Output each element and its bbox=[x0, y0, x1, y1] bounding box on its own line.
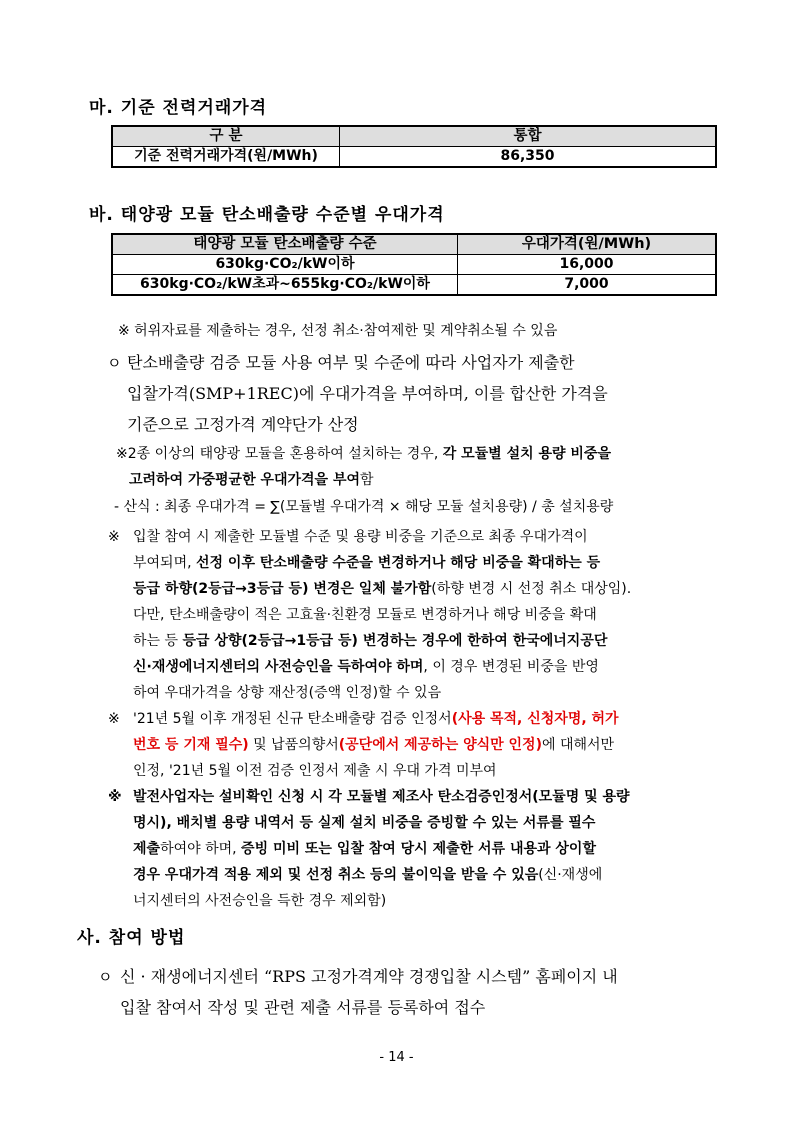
note-gen-line: 발전사업자는 설비확인 신청 시 각 모듈별 제조사 탄소검증인정서(모듈명 및 용량 bbox=[133, 789, 630, 805]
note-mix-line bbox=[116, 441, 611, 468]
note-bid-line: 입찰 참여 시 제출한 모듈별 수준 및 용량 비중을 기준으로 최종 우대가격이 bbox=[133, 529, 588, 545]
table-row bbox=[112, 147, 716, 168]
table-header-row bbox=[112, 234, 716, 255]
page-number: - 14 - bbox=[379, 1050, 414, 1065]
table-header-cell: 통합 bbox=[340, 126, 717, 147]
note-text: 및 납품의향서 bbox=[248, 737, 339, 753]
note-mark: ※ bbox=[108, 789, 122, 805]
note-text: , 이 경우 변경된 비중을 반영 bbox=[423, 659, 599, 675]
note-text: 부여되며, bbox=[133, 555, 196, 571]
preference-price-table bbox=[111, 233, 717, 296]
formula-line: - 산식 : 최종 우대가격 = ∑(모듈별 우대가격 × 해당 모듈 설치용량) / 총 설치용량 bbox=[114, 499, 614, 515]
table-cell: 630kg·CO₂/kW초과~655kg·CO₂/kW이하 bbox=[112, 275, 458, 296]
bullet-line: 입찰 참여서 작성 및 관련 제출 서류를 등록하여 접수 bbox=[120, 998, 486, 1017]
note-bold-text: 등급 상향(2등급→1등급 등) 변경하는 경우에 한하여 한국에너지공단 bbox=[182, 633, 608, 649]
section-heading-ma: 마. 기준 전력거래가격 bbox=[89, 98, 268, 118]
note-bold-text: 각 모듈별 설치 용량 비중을 bbox=[442, 446, 611, 462]
note-bold-text: 등급 하향(2등급→3등급 등) 변경은 일체 불가함 bbox=[133, 581, 432, 597]
bullet-line: 입찰가격(SMP+1REC)에 우대가격을 부여하며, 이를 합산한 가격을 bbox=[127, 384, 608, 403]
bullet-line: 신 · 재생에너지센터 “RPS 고정가격계약 경쟁입찰 시스템” 홈페이지 내 bbox=[120, 967, 618, 986]
note-mark: ※ bbox=[108, 529, 120, 545]
note-text: (하향 변경 시 선정 취소 대상임). bbox=[431, 581, 632, 597]
note-bid-line bbox=[133, 654, 599, 681]
table-cell: 86,350 bbox=[340, 147, 717, 168]
note-text: 하는 등 bbox=[133, 633, 183, 649]
table-cell: 7,000 bbox=[458, 275, 717, 296]
table-header-row bbox=[112, 126, 716, 147]
table-cell: 630kg·CO₂/kW이하 bbox=[112, 255, 458, 275]
table-cell: 16,000 bbox=[458, 255, 717, 275]
note-bid-line: 다만, 탄소배출량이 적은 고효율·친환경 모듈로 변경하거나 해당 비중을 확대 bbox=[133, 607, 597, 623]
note-cert-line bbox=[133, 706, 619, 733]
note-cert-line: 인정, '21년 5월 이전 검증 인정서 제출 시 우대 가격 미부여 bbox=[133, 763, 497, 779]
note-text: (신·재생에 bbox=[538, 867, 603, 883]
note-gen-line bbox=[133, 836, 596, 863]
table-cell: 기준 전력거래가격(원/MWh) bbox=[112, 147, 340, 168]
note-cert-line bbox=[133, 732, 614, 759]
note-gen-line: 명시), 배치별 용량 내역서 등 실제 설치 비중을 증빙할 수 있는 서류를 필수 bbox=[133, 815, 596, 831]
table-header-cell: 우대가격(원/MWh) bbox=[458, 234, 717, 255]
base-price-table bbox=[111, 125, 717, 168]
note-text: 하여야 하며, bbox=[160, 841, 242, 857]
table-header-cell: 태양광 모듈 탄소배출량 수준 bbox=[112, 234, 458, 255]
note-text: '21년 5월 이후 개정된 신규 탄소배출량 검증 인정서 bbox=[133, 711, 452, 727]
note-bold-text: 경우 우대가격 적용 제외 및 선정 취소 등의 불이익을 받을 수 있음 bbox=[133, 867, 539, 883]
note-bold-text: 선정 이후 탄소배출량 수준을 변경하거나 해당 비중을 확대하는 등 bbox=[196, 555, 601, 571]
bullet-mark: ㅇ bbox=[98, 968, 113, 986]
note-bid-line bbox=[133, 576, 631, 603]
section-heading-ba: 바. 태양광 모듈 탄소배출량 수준별 우대가격 bbox=[89, 205, 445, 225]
note-bold-text: 고려하여 가중평균한 우대가격을 부여 bbox=[129, 472, 361, 488]
note-mix-line bbox=[129, 467, 374, 494]
note-bid-line bbox=[133, 550, 600, 577]
note-false-data: ※ 허위자료를 제출하는 경우, 선정 취소·참여제한 및 계약취소될 수 있음 bbox=[118, 323, 558, 339]
bullet-mark: ㅇ bbox=[107, 354, 122, 372]
table-row bbox=[112, 275, 716, 296]
table-row bbox=[112, 255, 716, 275]
note-mark: ※ bbox=[108, 711, 120, 727]
note-text: 함 bbox=[360, 472, 374, 488]
table-header-cell: 구 분 bbox=[112, 126, 340, 147]
note-red-text: 번호 등 기재 필수) bbox=[133, 737, 249, 753]
note-red-text: (사용 목적, 신청자명, 허가 bbox=[451, 711, 619, 727]
note-bid-line bbox=[133, 628, 607, 655]
note-bid-line: 하여 우대가격을 상향 재산정(증액 인정)할 수 있음 bbox=[133, 685, 442, 701]
bullet-line: 기준으로 고정가격 계약단가 산정 bbox=[127, 415, 359, 434]
bullet-line: 탄소배출량 검증 모듈 사용 여부 및 수준에 따라 사업자가 제출한 bbox=[127, 353, 575, 372]
note-bold-text: 신·재생에너지센터의 사전승인을 득하여야 하며 bbox=[133, 659, 424, 675]
section-heading-sa: 사. 참여 방법 bbox=[77, 928, 186, 948]
note-text: 에 대해서만 bbox=[541, 737, 615, 753]
note-bold-text: 제출 bbox=[133, 841, 161, 857]
note-gen-line: 너지센터의 사전승인을 득한 경우 제외함) bbox=[133, 893, 387, 909]
note-bold-text: 증빙 미비 또는 입찰 참여 당시 제출한 서류 내용과 상이할 bbox=[241, 841, 596, 857]
note-red-text: (공단에서 제공하는 양식만 인정) bbox=[338, 737, 542, 753]
note-text: ※2종 이상의 태양광 모듈을 혼용하여 설치하는 경우, bbox=[116, 446, 443, 462]
note-gen-line bbox=[133, 862, 602, 889]
